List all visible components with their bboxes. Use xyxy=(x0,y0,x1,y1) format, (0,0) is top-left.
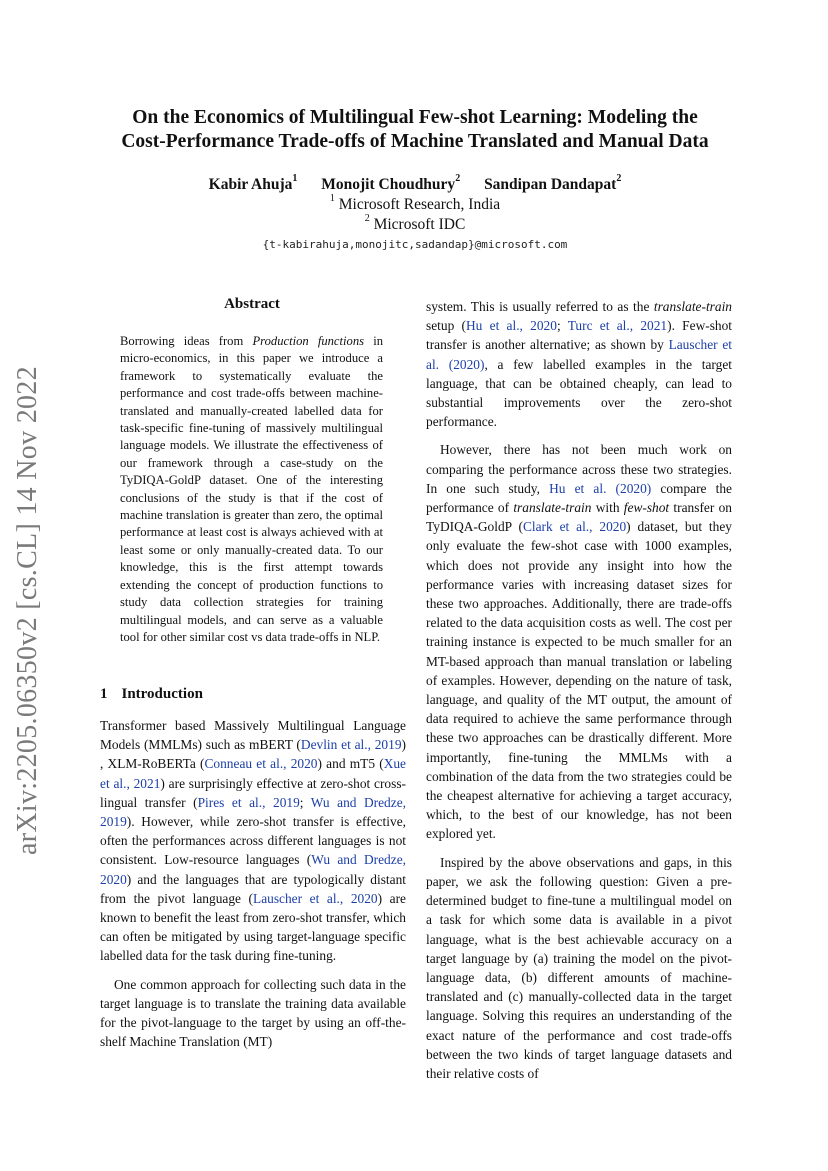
title-line-2: Cost-Performance Trade-offs of Machine Translated and Manual Data xyxy=(121,131,709,152)
paper-title xyxy=(60,106,770,154)
citation-link[interactable]: Hu et al., 2020 xyxy=(466,318,557,334)
citation-link[interactable]: Xue et al., 2021 xyxy=(100,756,406,791)
author-1: Kabir Ahuja$^1$ xyxy=(208,173,298,193)
citation-link[interactable]: Lauscher et al. (2020) xyxy=(426,337,732,372)
right-paragraph-2: However, there has not been much work on comparing the performance across these two strategies. In one such study, Hu et al. (2020) compare the performance of translate-train with few-shot transfer on TyDIQA-GoldP (Clark et al., 2020) dataset, but they only evaluate the few-shot case with 1000 examples, which does not provide any insight into how the performance varies with increasing dataset sizes for these two approaches. Additionally, there are trade-offs related to the data acquisition costs as well. The cost per training instance is expected to be much smaller for an MT-based approach than manual translation or labeling of examples. However, depending on the nature of task, language, and quality of the MT output, the amount of data required to achieve the same performance through these two approaches can be drastically different. More importantly, fine-tuning the MMLMs with a combination of the data from the two strategies could be the cheapest alternative for achieving a target accuracy, which, to the best of our knowledge, has not been explored yet. xyxy=(426,442,732,842)
citation-link[interactable]: Lauscher et al., 2020 xyxy=(253,890,378,906)
citation-link[interactable]: Pires et al., 2019 xyxy=(197,794,300,810)
abstract-body: Borrowing ideas from Production functions in micro-economics, in this paper we introduce a framework to systematically evaluate the performance and cost trade-offs between machine-translated and manually-created labelled data for task-specific fine-tuning of massively multilingual language models. We illustrate the effectiveness of our framework through a case-study on the TyDIQA-GoldP dataset. One of the interesting conclusions of the study is that if the cost of machine translation is greater than zero, the optimal performance at least cost is always achieved with at least some or only manually-created data. To our knowledge, this is the first attempt towards extending the concept of production functions to study data collection strategies for training multilingual models, and can serve as a valuable tool for other similar cost vs data trade-offs in NLP. xyxy=(120,334,384,644)
right-paragraph-3: Inspired by the above observations and gaps, in this paper, we ask the following question: Given a pre-determined budget to fine-tune a multilingual model on a task for which some data is available in a pivot language, what is the best achievable accuracy on a target language by (a) training the model on the pivot-language data, (b) different amounts of machine-translated and (c) manually-collected data in the target language. Solving this requires an understanding of the exact nature of the performance and cost trade-offs between the two kinds of target language datasets and their relative costs of xyxy=(426,854,732,1081)
intro-paragraph-1: Transformer based Massively Multilingual Language Models (MMLMs) such as mBERT (Devlin et al., 2019) , XLM-RoBERTa (Conneau et al., 2020) and mT5 (Xue et al., 2021) are surprisingly effective at zero-shot cross-lingual transfer (Pires et al., 2019; Wu and Dredze, 2019). However, while zero-shot transfer is effective, often the performances across different languages is not consistent. Low-resource languages (Wu and Dredze, 2020) and the languages that are typologically distant from the pivot language (Lauscher et al., 2020) are known to benefit the least from zero-shot transfer, which can often be mitigated by using target-language specific labelled data for the task during fine-tuning. xyxy=(100,718,407,964)
affiliation-1: $^1$ Microsoft Research, India xyxy=(329,193,501,213)
arxiv-stamp: arXiv:2205.06350v2 [cs.CL] 14 Nov 2022 xyxy=(12,366,43,855)
author-list xyxy=(60,173,770,194)
affiliation-2: $^2$ Microsoft IDC xyxy=(364,213,466,233)
citation-link[interactable]: Turc et al., 2021 xyxy=(567,318,668,334)
author-2: Monojit Choudhury$^2$ xyxy=(321,173,461,193)
section-heading: 1 Introduction xyxy=(100,686,203,702)
citation-link[interactable]: Clark et al., 2020 xyxy=(522,519,627,535)
citation-link[interactable]: Wu and Dredze, 2020 xyxy=(100,852,406,887)
abstract-heading: Abstract xyxy=(224,296,280,312)
citation-link[interactable]: Wu and Dredze, 2019 xyxy=(100,794,406,830)
citation-link[interactable]: Conneau et al., 2020 xyxy=(204,756,318,772)
right-column xyxy=(426,297,732,1083)
author-emails: {t-kabirahuja,monojitc,sadandap}@microsoft.com xyxy=(262,238,568,251)
right-paragraph-1: system. This is usually referred to as the translate-train setup (Hu et al., 2020; Turc et al., 2021). Few-shot transfer is another alternative; as shown by Lauscher et al. (2020), a few labelled examples in the target language, that can be obtained cheaply, can lead to substantial improvements over the zero-shot performance. xyxy=(426,299,733,430)
title-line-1: On the Economics of Multilingual Few-shot Learning: Modeling the xyxy=(132,107,698,128)
author-3: Sandipan Dandapat$^2$ xyxy=(484,173,622,193)
citation-link[interactable]: Devlin et al., 2019 xyxy=(300,737,402,753)
citation-link[interactable]: Hu et al. (2020) xyxy=(549,480,652,496)
intro-paragraph-2: One common approach for collecting such data in the target language is to translate the training data available for the pivot-language to the target by using an off-the-shelf Machine Translation (MT) xyxy=(100,976,406,1050)
intro-left-column xyxy=(100,716,406,1051)
